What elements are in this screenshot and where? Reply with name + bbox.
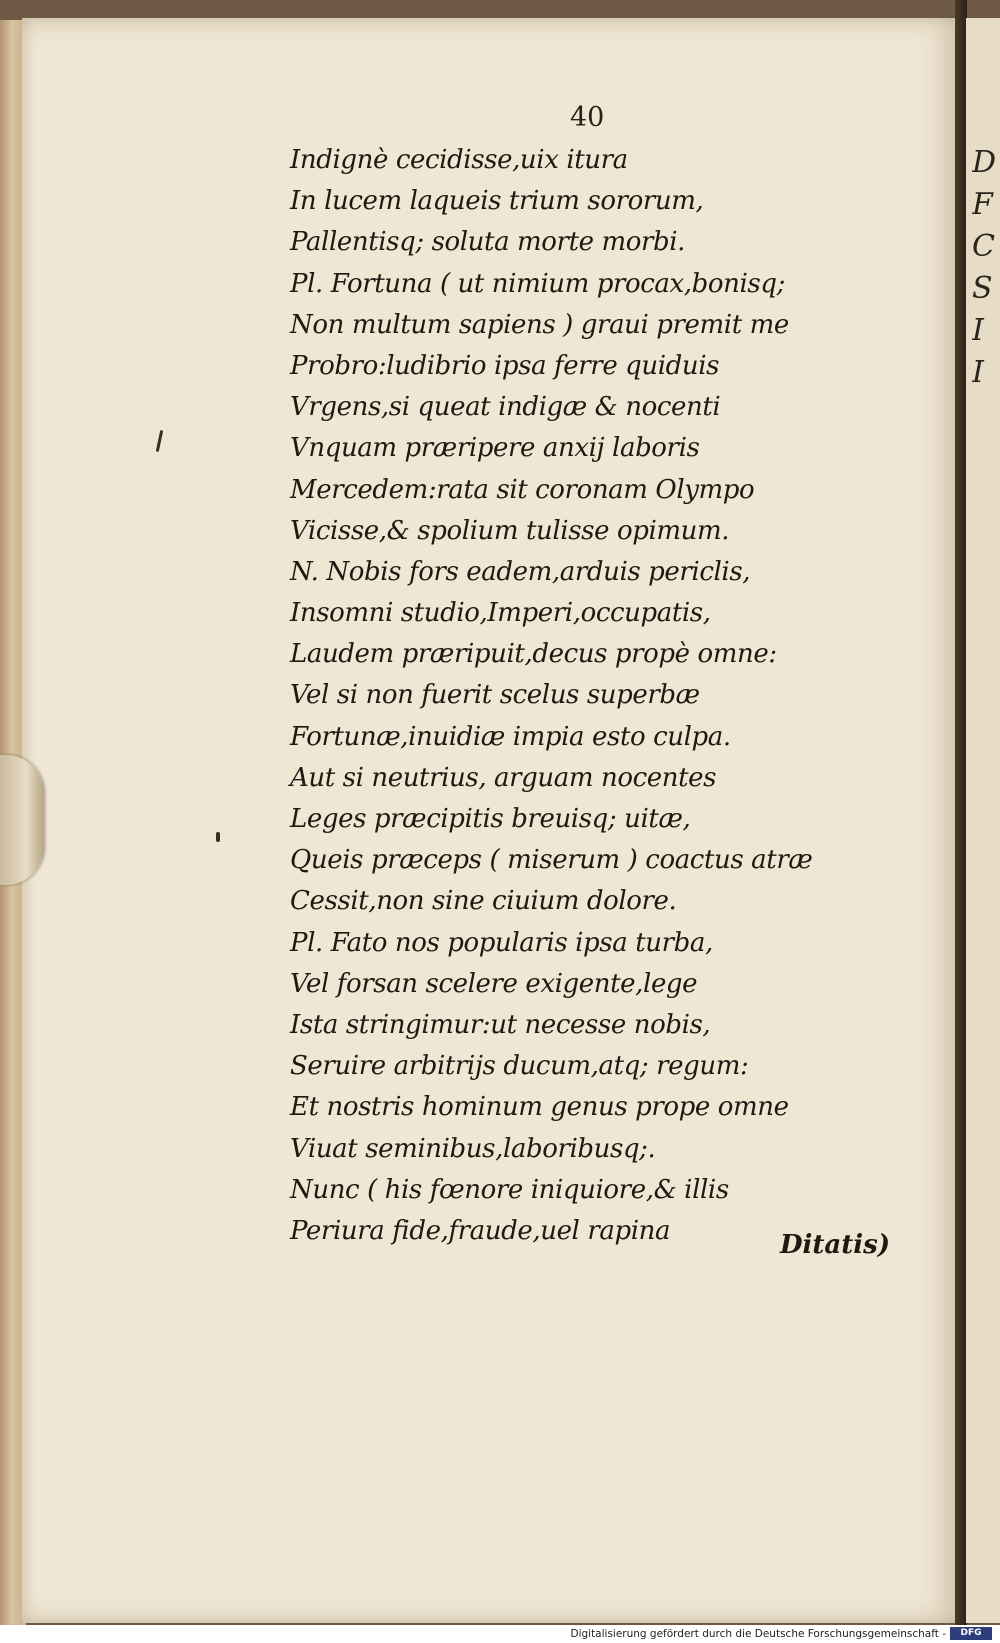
verse-line: Queis præceps ( miserum ) coactus atræ (290, 845, 813, 876)
verse-line: Pl. Fortuna ( ut nimium procax,bonisq; (290, 268, 785, 299)
verse-line: Vicisse,& spolium tulisse opimum. (290, 515, 730, 546)
verse-line: Pl. Fato nos popularis ipsa turba, (290, 927, 713, 958)
verse-line: Seruire arbitrijs ducum,atq; regum: (290, 1051, 749, 1082)
verse-text (290, 140, 850, 1252)
verse-line: Leges præcipitis breuisq; uitæ, (290, 804, 691, 834)
verse-line: Fortunæ,inuidiæ impia esto culpa. (290, 721, 731, 752)
verse-line: Viuat seminibus,laboribusq;. (290, 1133, 656, 1164)
verse-line: Non multum sapiens ) graui premit me (290, 309, 789, 340)
verse-line: Et nostris hominum genus prope omne (290, 1092, 789, 1123)
verse-line: Mercedem:rata sit coronam Olympo (290, 474, 755, 505)
verse-line: Probro:ludibrio ipsa ferre quiduis (290, 350, 720, 381)
verse-line: Vel si non fuerit scelus superbæ (290, 680, 700, 711)
verse-line: Nunc ( his fœnore iniquiore,& illis (290, 1174, 729, 1205)
verse-line: N. Nobis fors eadem,arduis periclis, (290, 556, 751, 587)
book-clasp (0, 755, 44, 885)
page-number: 40 (570, 102, 605, 133)
ink-blemish (216, 832, 220, 842)
digitization-credit: Digitalisierung gefördert durch die Deutsche Forschungsgemeinschaft - (570, 1628, 946, 1640)
facing-page-letter: S (972, 272, 993, 306)
catchword: Ditatis) (780, 1230, 891, 1260)
facing-page-letter: I (972, 356, 984, 390)
verse-line: Periura fide,fraude,uel rapina (290, 1215, 671, 1246)
facing-page-letter: D (972, 146, 996, 180)
verse-line: Aut si neutrius, arguam nocentes (290, 762, 717, 793)
verse-line: In lucem laqueis trium sororum, (290, 186, 704, 217)
verse-line: Vrgens,si queat indigæ & nocenti (290, 392, 721, 423)
verse-line: Pallentisq; soluta morte morbi. (290, 227, 686, 258)
facing-page (966, 18, 1000, 1623)
facing-page-letter: I (972, 314, 984, 348)
verse-line: Cessit,non sine ciuium dolore. (290, 886, 677, 917)
verse-line: Laudem præripuit,decus propè omne: (290, 639, 777, 670)
verse-line: Vnquam præripere anxij laboris (290, 433, 700, 464)
facing-page-letter: F (972, 188, 993, 222)
verse-line: Vel forsan scelere exigente,lege (290, 968, 698, 999)
facing-page-letter: C (972, 230, 995, 264)
dfg-logo: DFG (950, 1627, 992, 1640)
verse-line: Indignè cecidisse,uix itura (290, 145, 628, 175)
verse-line: Insomni studio,Imperi,occupatis, (290, 598, 711, 629)
verse-line: Ista stringimur:ut necesse nobis, (290, 1009, 711, 1040)
